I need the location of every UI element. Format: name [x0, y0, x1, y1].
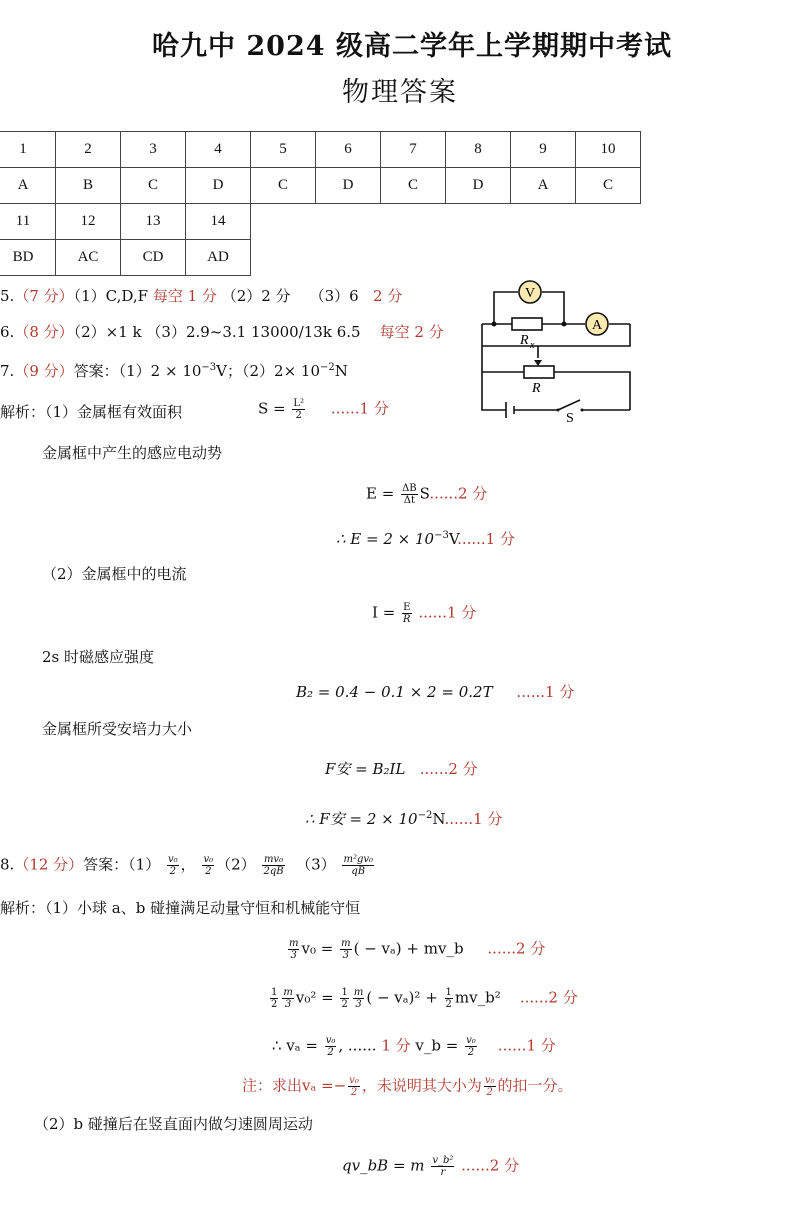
- table-cell: 7: [381, 132, 446, 168]
- table-cell: 11: [0, 204, 56, 240]
- table-cell: 5: [251, 132, 316, 168]
- svg-text:x: x: [530, 340, 535, 351]
- table-cell: AC: [56, 240, 121, 276]
- svg-text:R: R: [532, 381, 541, 396]
- sol17-area-eq: S = $\frac{\text{L²}}{2}$ ......1 分: [258, 398, 389, 421]
- junction-node: [562, 322, 567, 327]
- table-cell: 6: [316, 132, 381, 168]
- sol17-emf-result: ∴ $E = 2 \times 10^{-3}V......1$ 分: [336, 530, 515, 548]
- table-cell: A: [0, 168, 56, 204]
- table-cell: 14: [186, 204, 251, 240]
- sol18-line1: 解析：（1）小球 a、b 碰撞满足动量守恒和机械能守恒: [0, 899, 361, 917]
- q18-line: 8.（12 分）答案：（1） $\frac{\text{v₀}}{2}$ ， $\frac{\text{v₀}}{2}$ （2） $\frac{\text{mv₀}}{2qB}$ （3） $\frac{\text{m²gv₀}}{qB}$: [0, 854, 374, 877]
- sol18-line2: （2）b 碰撞后在竖直面内做匀速圆周运动: [34, 1115, 313, 1133]
- table-cell: B: [56, 168, 121, 204]
- table-cell: 1: [0, 132, 56, 168]
- voltmeter-icon: [519, 281, 541, 303]
- q17-line: 7.（9 分）答案：$(1)2 \times 10^{-3}V$；$(2)2\times 10^{-2}N$: [0, 362, 348, 380]
- answer-table: [0, 131, 641, 276]
- q16-line: 6.（8 分）（2）×1 k （3）2.9~3.1 13000/13k 6.5 每空 2 分: [0, 323, 444, 341]
- rheostat-icon: [524, 360, 554, 396]
- table-cell: A: [511, 168, 576, 204]
- table-cell: 2: [56, 132, 121, 168]
- table-cell: C: [576, 168, 641, 204]
- sol17-force-result: ∴ F安 = $2 \times 10^{-2}N......1$ 分: [305, 810, 503, 828]
- table-cell: C: [381, 168, 446, 204]
- table-cell: D: [446, 168, 511, 204]
- sol18-energy-eq: $\frac{1}{2}$ $\frac{m}{3}$ v₀² = $\frac{1}{2}$ $\frac{m}{3}$ ( − vₐ)² + $\frac{1}{2}$ mv_b² ......2 分: [271, 987, 578, 1010]
- sol17-line2: 金属框中产生的感应电动势: [42, 444, 223, 462]
- table-cell: 12: [56, 204, 121, 240]
- sol18-momentum-eq: $\frac{m}{3}$ v₀ = $\frac{m}{3}$ ( − vₐ) + mv_b ......2 分: [289, 938, 546, 961]
- table-cell: 4: [186, 132, 251, 168]
- table-cell: 9: [511, 132, 576, 168]
- table-cell: C: [251, 168, 316, 204]
- table-cell: 3: [121, 132, 186, 168]
- circuit-diagram: [470, 276, 640, 424]
- table-cell: 13: [121, 204, 186, 240]
- table-cell: 8: [446, 132, 511, 168]
- sol17-line7: 2s 时磁感应强度: [42, 648, 155, 666]
- table-row: [0, 168, 641, 204]
- junction-node: [492, 322, 497, 327]
- page-subtitle: 物理答案: [342, 77, 458, 108]
- sol17-force-eq: F安 = B₂IL ......2 分: [325, 760, 478, 778]
- table-cell: C: [121, 168, 186, 204]
- sol18-circular-eq: qv_bB = m $\frac{\text{v\_b²}}{r}$ ......2 分: [342, 1155, 520, 1178]
- svg-text:R: R: [520, 333, 529, 348]
- table-cell: BD: [0, 240, 56, 276]
- table-cell: CD: [121, 240, 186, 276]
- sol17-line1: 解析：（1）金属框有效面积: [0, 403, 183, 421]
- sol17-emf-eq: E = $\frac{\Delta B}{\Delta t}$ S......2 分: [366, 483, 488, 506]
- table-cell: D: [186, 168, 251, 204]
- switch-icon: [557, 409, 584, 425]
- sol17-b-eq: B₂ = 0.4 − 0.1 × 2 = 0.2T ......1 分: [296, 683, 575, 701]
- ammeter-icon: [586, 313, 608, 335]
- page-title: 哈九中 2024 级高二学年上学期期中考试: [152, 31, 672, 62]
- svg-text:A: A: [591, 318, 603, 333]
- sol17-current-eq: I = $\frac{E}{R}$ ......1 分: [372, 602, 477, 625]
- table-row: [0, 240, 641, 276]
- table-row: [0, 132, 641, 168]
- svg-text:S: S: [566, 411, 574, 424]
- table-cell: AD: [186, 240, 251, 276]
- sol17-line5: （2）金属框中的电流: [42, 565, 187, 583]
- sol17-line9: 金属框所受安培力大小: [42, 720, 193, 738]
- sol18-velocity-result: ∴ vₐ = $\frac{\text{v₀}}{2}$ , ...... 1 分 v_b = $\frac{\text{v₀}}{2}$ ......1 分: [272, 1035, 556, 1058]
- sol18-note: 注：求出vₐ =− $\frac{\text{v₀}}{2}$ ，未说明其大小为 $\frac{\text{v₀}}{2}$ 的扣一分。: [242, 1075, 573, 1098]
- q15-line: 5.（7 分）（1）C,D,F 每空 1 分 （2）2 分 （3）6 2 分: [0, 287, 403, 305]
- svg-text:V: V: [524, 286, 536, 301]
- table-row: [0, 204, 641, 240]
- table-cell: D: [316, 168, 381, 204]
- table-cell: 10: [576, 132, 641, 168]
